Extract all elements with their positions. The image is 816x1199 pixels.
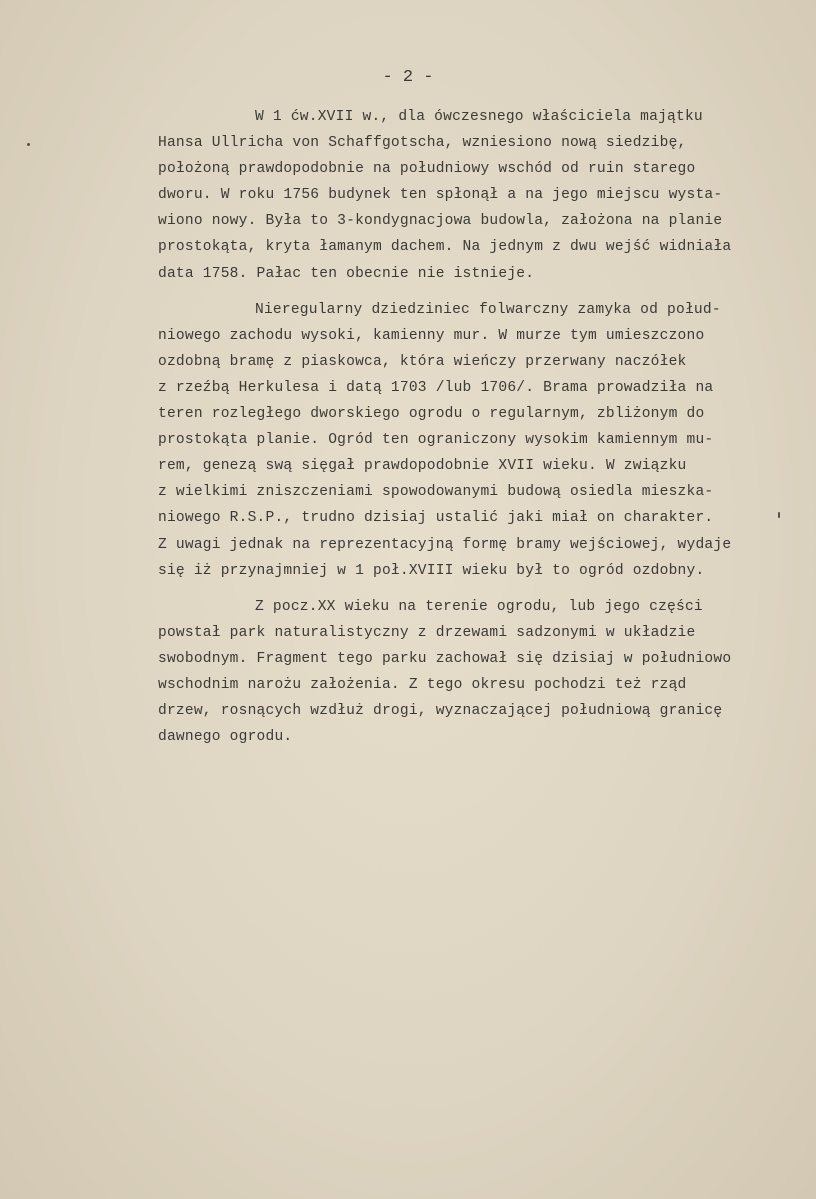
- text-line: położoną prawdopodobnie na południowy wschód od ruin starego: [158, 161, 696, 178]
- paragraph-2: [158, 297, 798, 584]
- text-line: ozdobną bramę z piaskowca, która wieńczy przerwany naczółek: [158, 353, 687, 370]
- paragraph-1: [158, 104, 798, 287]
- paragraph-gap: [158, 584, 798, 594]
- paragraph-3: [158, 594, 798, 751]
- paragraph-gap: [158, 287, 798, 297]
- text-line: się iż przynajmniej w 1 poł.XVIII wieku był to ogród ozdobny.: [158, 562, 705, 579]
- text-line: Hansa Ullricha von Schaffgotscha, wzniesiono nową siedzibę,: [158, 135, 687, 152]
- document-body: [158, 104, 798, 750]
- text-line: niowego zachodu wysoki, kamienny mur. W murze tym umieszczono: [158, 327, 705, 344]
- text-line: prostokąta planie. Ogród ten ograniczony wysokim kamiennym mu-: [158, 432, 714, 449]
- text-line: rem, genezą swą sięgał prawdopodobnie XVII wieku. W związku: [158, 458, 687, 475]
- page-number: - 2 -: [382, 68, 434, 87]
- text-line: teren rozległego dworskiego ogrodu o regularnym, zbliżonym do: [158, 406, 705, 423]
- text-line: dawnego ogrodu.: [158, 729, 293, 746]
- text-line: z rzeźbą Herkulesa i datą 1703 /lub 1706/. Brama prowadziła na: [158, 379, 714, 396]
- paper-speck: [27, 143, 30, 146]
- text-line: niowego R.S.P., trudno dzisiaj ustalić jaki miał on charakter.: [158, 510, 714, 527]
- text-line: Z uwagi jednak na reprezentacyjną formę bramy wejściowej, wydaje: [158, 536, 732, 553]
- text-line: drzew, rosnących wzdłuż drogi, wyznaczającej południową granicę: [158, 703, 723, 720]
- text-line: swobodnym. Fragment tego parku zachował się dzisiaj w południowo: [158, 650, 732, 667]
- text-line: powstał park naturalistyczny z drzewami sadzonymi w układzie: [158, 624, 696, 641]
- text-line: Nieregularny dziedziniec folwarczny zamyka od połud-: [255, 301, 721, 318]
- text-line: wschodnim narożu założenia. Z tego okresu pochodzi też rząd: [158, 676, 687, 693]
- text-line: prostokąta, kryta łamanym dachem. Na jednym z dwu wejść widniała: [158, 239, 732, 256]
- text-line: Z pocz.XX wieku na terenie ogrodu, lub jego części: [255, 598, 703, 615]
- text-line: data 1758. Pałac ten obecnie nie istnieje.: [158, 265, 535, 282]
- text-line: W 1 ćw.XVII w., dla ówczesnego właściciela majątku: [255, 109, 703, 125]
- text-line: wiono nowy. Była to 3-kondygnacjowa budowla, założona na planie: [158, 213, 723, 230]
- text-line: dworu. W roku 1756 budynek ten spłonął a na jego miejscu wysta-: [158, 187, 723, 204]
- text-line: z wielkimi zniszczeniami spowodowanymi budową osiedla mieszka-: [158, 484, 714, 501]
